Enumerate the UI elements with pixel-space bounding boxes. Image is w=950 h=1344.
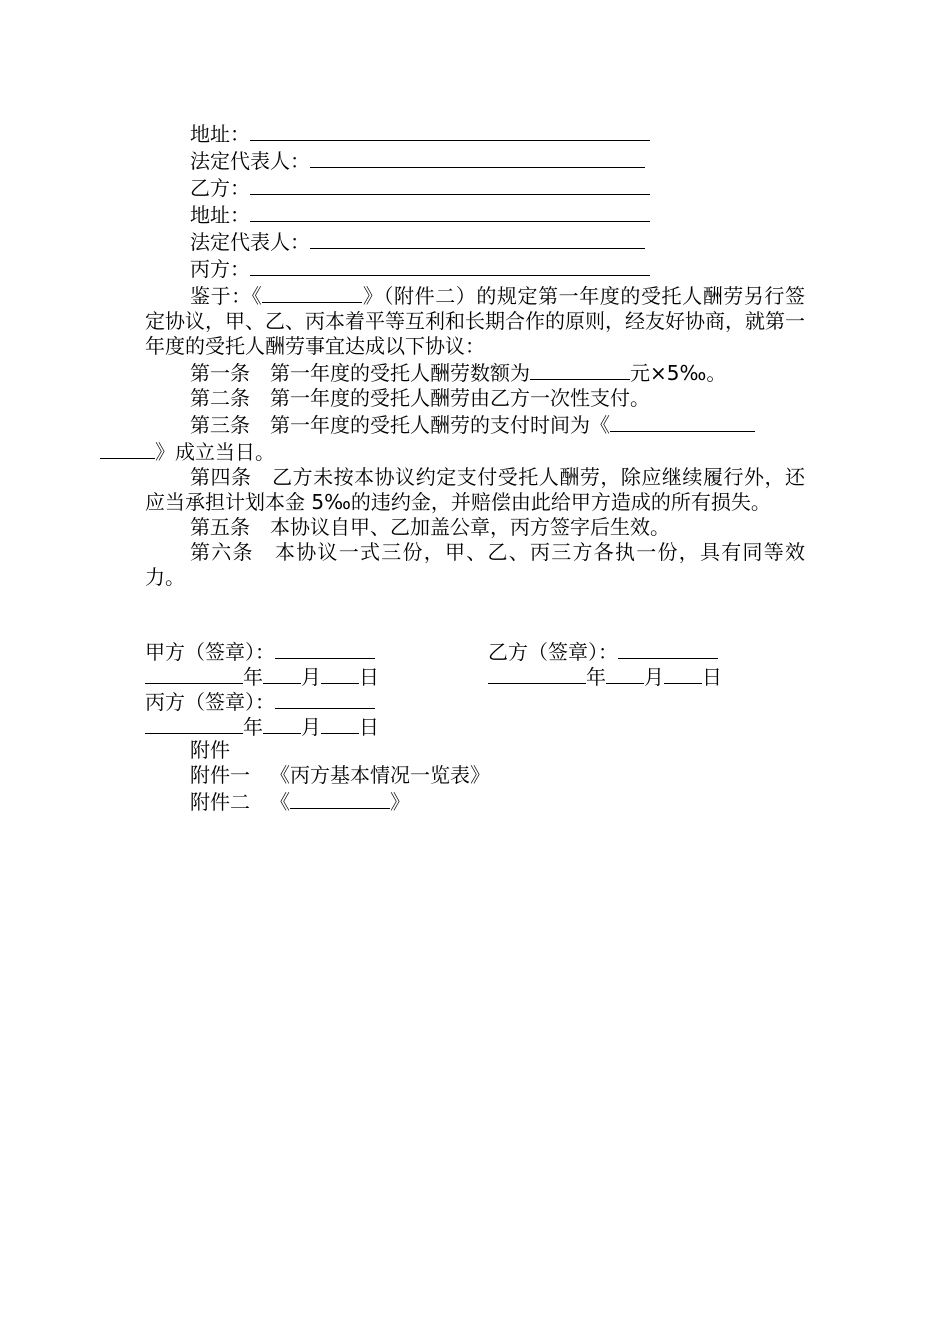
article-text: 本协议自甲、乙加盖公章，丙方签字后生效。 bbox=[270, 515, 670, 539]
preamble-text: 》（附件二）的规定第一年度的受托人酬劳另行签定协议，甲、乙、丙本着平等互利和长期合作的原则，经友好协商，就第一年度的受托人酬劳事宜达成以下协议： bbox=[145, 284, 806, 358]
month-blank[interactable] bbox=[263, 713, 301, 734]
preamble-prefix: 鉴于：《 bbox=[190, 284, 263, 308]
month-blank[interactable] bbox=[606, 663, 644, 684]
attachment-close: 》 bbox=[390, 790, 410, 814]
address-b-line bbox=[145, 201, 805, 228]
article-label: 第二条 bbox=[190, 386, 250, 410]
article-text: 第一年度的受托人酬劳数额为 bbox=[270, 361, 530, 385]
party-c-label: 丙方： bbox=[190, 257, 250, 281]
article-label: 第一条 bbox=[190, 361, 250, 385]
party-a-sign-label: 甲方（签章）： bbox=[145, 640, 275, 664]
party-c-line bbox=[145, 255, 805, 282]
year-label: 年 bbox=[243, 665, 263, 689]
day-label: 日 bbox=[359, 665, 379, 689]
signature-row-2 bbox=[145, 688, 805, 713]
address-label: 地址： bbox=[190, 122, 250, 146]
party-b-blank[interactable] bbox=[250, 174, 650, 195]
attachments-heading: 附件 bbox=[190, 738, 230, 762]
address-label: 地址： bbox=[190, 203, 250, 227]
year-blank[interactable] bbox=[145, 713, 243, 734]
year-blank[interactable] bbox=[488, 663, 586, 684]
article-2 bbox=[145, 386, 805, 411]
legal-rep-label: 法定代表人： bbox=[190, 149, 310, 173]
address-a-line bbox=[145, 120, 805, 147]
day-blank[interactable] bbox=[321, 713, 359, 734]
year-blank[interactable] bbox=[145, 663, 243, 684]
article-tail: 》成立当日。 bbox=[155, 440, 275, 464]
legal-rep-a-line bbox=[145, 147, 805, 174]
day-blank[interactable] bbox=[321, 663, 359, 684]
day-blank[interactable] bbox=[664, 663, 702, 684]
party-b-sign bbox=[488, 638, 718, 665]
article-4 bbox=[145, 465, 805, 515]
date-b bbox=[488, 663, 722, 690]
article-label: 第四条 bbox=[190, 465, 252, 489]
year-label: 年 bbox=[586, 665, 606, 689]
legal-rep-b-line bbox=[145, 228, 805, 255]
article-3 bbox=[145, 411, 805, 465]
party-b-label: 乙方： bbox=[190, 176, 250, 200]
article-text: 第一年度的受托人酬劳的支付时间为《 bbox=[270, 413, 610, 437]
attachment-open: 《 bbox=[270, 790, 290, 814]
party-c-sign-label: 丙方（签章）： bbox=[145, 690, 275, 714]
date-row-1 bbox=[145, 663, 805, 688]
party-b-sign-blank[interactable] bbox=[618, 638, 718, 659]
article-1 bbox=[145, 359, 805, 386]
party-c-sign-blank[interactable] bbox=[275, 688, 375, 709]
article-5 bbox=[145, 515, 805, 540]
legal-rep-blank[interactable] bbox=[310, 147, 645, 168]
attachment-1 bbox=[145, 763, 805, 788]
article-text: 本协议一式三份，甲、乙、丙三方各执一份，具有同等效力。 bbox=[145, 540, 805, 589]
attachment-2 bbox=[145, 788, 805, 815]
year-label: 年 bbox=[243, 715, 263, 739]
address-blank[interactable] bbox=[250, 201, 650, 222]
plan-name-blank-cont[interactable] bbox=[100, 438, 155, 459]
attachment-title-blank[interactable] bbox=[290, 788, 390, 809]
address-blank[interactable] bbox=[250, 120, 650, 141]
attachment-label: 附件二 bbox=[190, 790, 250, 814]
day-label: 日 bbox=[702, 665, 722, 689]
plan-name-blank[interactable] bbox=[610, 411, 755, 432]
party-a-sign-blank[interactable] bbox=[275, 638, 375, 659]
date-row-2 bbox=[145, 713, 805, 738]
day-label: 日 bbox=[359, 715, 379, 739]
attachment-label: 附件一 bbox=[190, 763, 250, 787]
month-label: 月 bbox=[301, 715, 321, 739]
legal-rep-blank[interactable] bbox=[310, 228, 645, 249]
signature-row-1 bbox=[145, 638, 805, 663]
article-label: 第三条 bbox=[190, 413, 250, 437]
month-blank[interactable] bbox=[263, 663, 301, 684]
month-label: 月 bbox=[301, 665, 321, 689]
article-text: 第一年度的受托人酬劳由乙方一次性支付。 bbox=[270, 386, 650, 410]
amount-blank[interactable] bbox=[530, 359, 630, 380]
party-c-blank[interactable] bbox=[250, 255, 650, 276]
article-label: 第五条 bbox=[190, 515, 250, 539]
attachment-title: 《丙方基本情况一览表》 bbox=[270, 763, 490, 787]
article-6 bbox=[145, 540, 805, 590]
article-label: 第六条 bbox=[190, 540, 254, 564]
month-label: 月 bbox=[644, 665, 664, 689]
article-tail: 元×5‰。 bbox=[630, 361, 727, 385]
legal-rep-label: 法定代表人： bbox=[190, 230, 310, 254]
preamble-paragraph bbox=[145, 282, 805, 359]
plan-name-blank[interactable] bbox=[262, 282, 362, 303]
party-b-sign-label: 乙方（签章）： bbox=[488, 640, 618, 664]
party-b-line bbox=[145, 174, 805, 201]
article-text: 乙方未按本协议约定支付受托人酬劳，除应继续履行外，还应当承担计划本金 5‰的违约金，并赔偿由此给甲方造成的所有损失。 bbox=[145, 465, 806, 514]
